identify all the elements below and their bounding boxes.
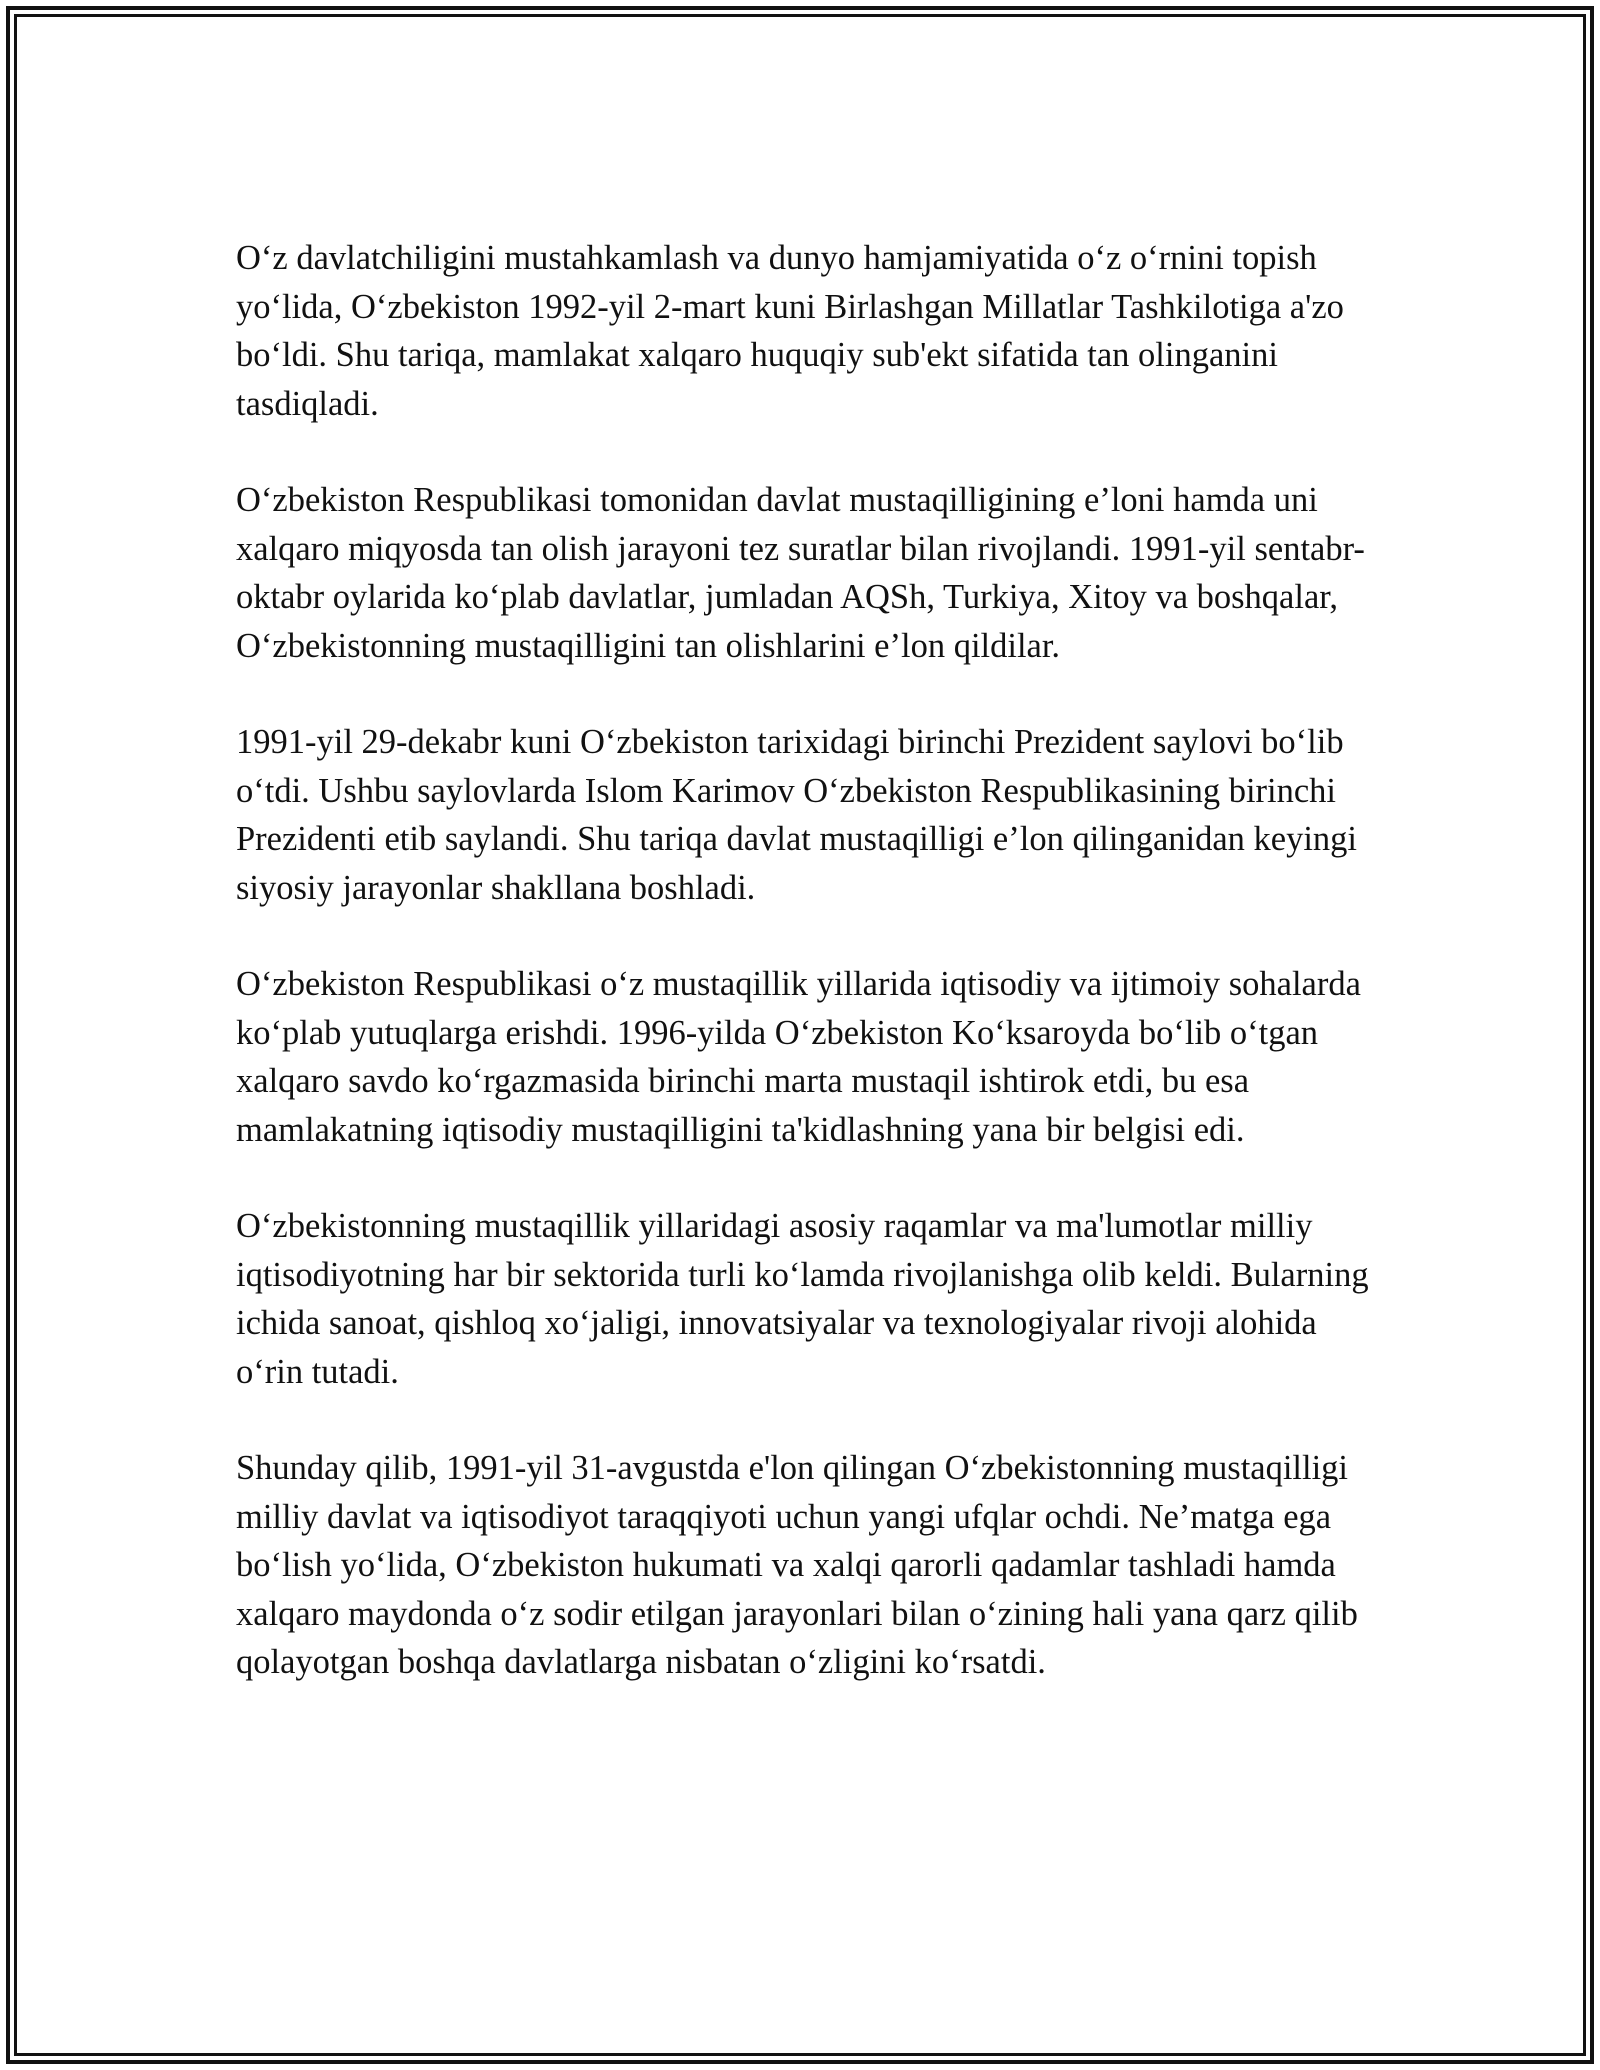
paragraph-international-recognition: O‘zbekiston Respublikasi tomonidan davlat mustaqilligining e’loni hamda uni xalqaro miqyosda tan olish jarayoni tez suratlar bilan rivojlandi. 1991-yil sentabr-oktabr oylarida ko‘plab davlatlar, jumladan AQSh, Turkiya, Xitoy va boshqalar, O‘zbekistonning mustaqilligini tan olishlarini e’lon qildilar. <box>236 481 1365 665</box>
paragraph-un-membership: O‘z davlatchiligini mustahkamlash va dunyo hamjamiyatida o‘z o‘rnini topish yo‘lida, O‘zbekiston 1992-yil 2-mart kuni Birlashgan Millatlar Tashkilotiga a'zo bo‘ldi. Shu tariqa, mamlakat xalqaro huquqiy sub'ekt sifatida tan olinganini tasdiqladi. <box>236 239 1344 423</box>
paragraph-conclusion: Shunday qilib, 1991-yil 31-avgustda e'lon qilingan O‘zbekistonning mustaqilligi milliy davlat va iqtisodiyot taraqqiyoti uchun yangi ufqlar ochdi. Ne’matga ega bo‘lish yo‘lida, O‘zbekiston hukumati va xalqi qarorli qadamlar tashladi hamda xalqaro maydonda o‘z sodir etilgan jarayonlari bilan o‘zining hali yana qarz qilib qolayotgan boshqa davlatlarga nisbatan o‘zligini ko‘rsatdi. <box>236 1449 1358 1681</box>
document-body <box>236 234 1376 1687</box>
paragraph-presidential-election: 1991-yil 29-dekabr kuni O‘zbekiston tarixidagi birinchi Prezident saylovi bo‘lib o‘tdi. Ushbu saylovlarda Islom Karimov O‘zbekiston Respublikasining birinchi Prezidenti etib saylandi. Shu tariqa davlat mustaqilligi e’lon qilinganidan keyingi siyosiy jarayonlar shakllana boshladi. <box>236 723 1358 907</box>
paragraph-key-figures: O‘zbekistonning mustaqillik yillaridagi asosiy raqamlar va ma'lumotlar milliy iqtisodiyotning har bir sektorida turli ko‘lamda rivojlanishga olib keldi. Bularning ichida sanoat, qishloq xo‘jaligi, innovatsiyalar va texnologiyalar rivoji alohida o‘rin tutadi. <box>236 1207 1369 1391</box>
paragraph-economic-achievements: O‘zbekiston Respublikasi o‘z mustaqillik yillarida iqtisodiy va ijtimoiy sohalarda ko‘plab yutuqlarga erishdi. 1996-yilda O‘zbekiston Ko‘ksaroyda bo‘lib o‘tgan xalqaro savdo ko‘rgazmasida birinchi marta mustaqil ishtirok etdi, bu esa mamlakatning iqtisodiy mustaqilligini ta'kidlashning yana bir belgisi edi. <box>236 965 1361 1149</box>
